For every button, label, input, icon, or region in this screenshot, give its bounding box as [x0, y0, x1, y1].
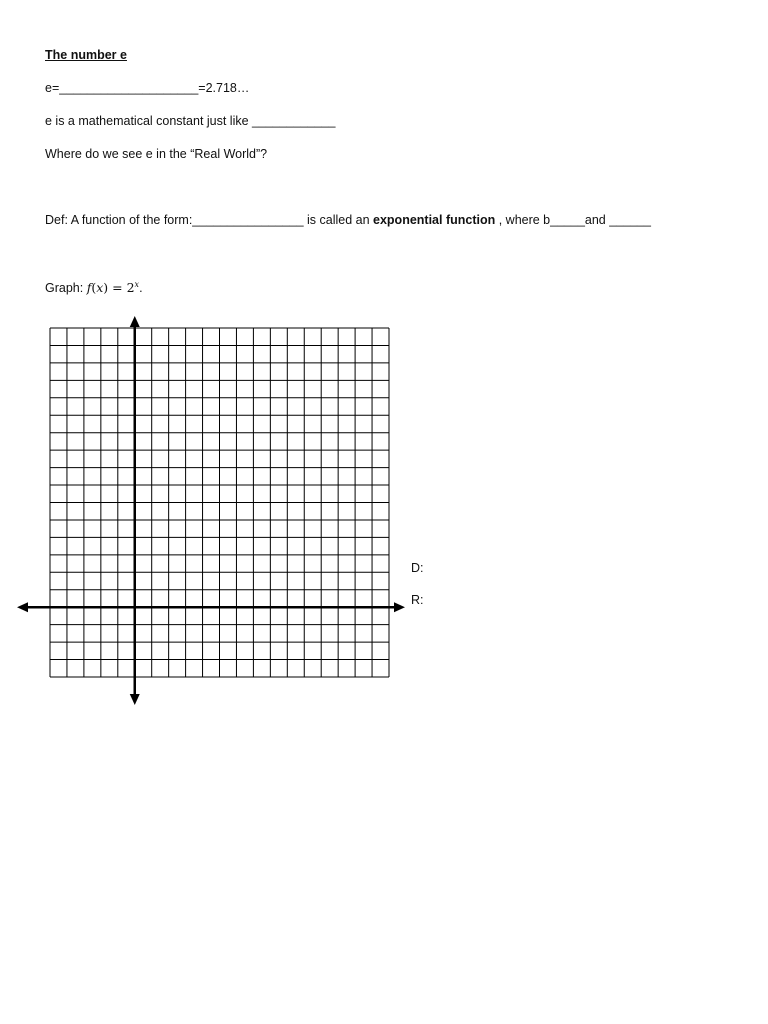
function-name: f — [86, 280, 92, 296]
definition-term: exponential function — [373, 213, 496, 227]
x-axis-arrow-left — [17, 602, 28, 612]
x-axis-arrow-right — [394, 602, 405, 612]
domain-label: D: — [411, 561, 424, 575]
definition-suffix: , where b_____and ______ — [495, 213, 651, 227]
function-exponent: x — [134, 280, 140, 289]
graph-period: . — [139, 281, 143, 296]
definition-prefix: Def: A function of the form:________________ is called an — [45, 213, 374, 227]
y-axis-arrow-down — [130, 694, 140, 705]
range-label: R: — [411, 593, 424, 607]
y-axis-arrow-up — [130, 316, 140, 327]
page-title: The number e — [45, 48, 127, 62]
constant-line: e is a mathematical constant just like ____________ — [45, 114, 336, 128]
graph-prefix: Graph: — [45, 281, 87, 296]
e-definition-line: e=____________________=2.718… — [45, 81, 250, 95]
real-world-question: Where do we see e in the “Real World”? — [45, 147, 268, 161]
function-variable: x — [96, 280, 104, 296]
paren-open: ( — [91, 280, 97, 296]
function-equals: = 2 — [108, 280, 135, 296]
paren-close: ) — [103, 280, 109, 296]
